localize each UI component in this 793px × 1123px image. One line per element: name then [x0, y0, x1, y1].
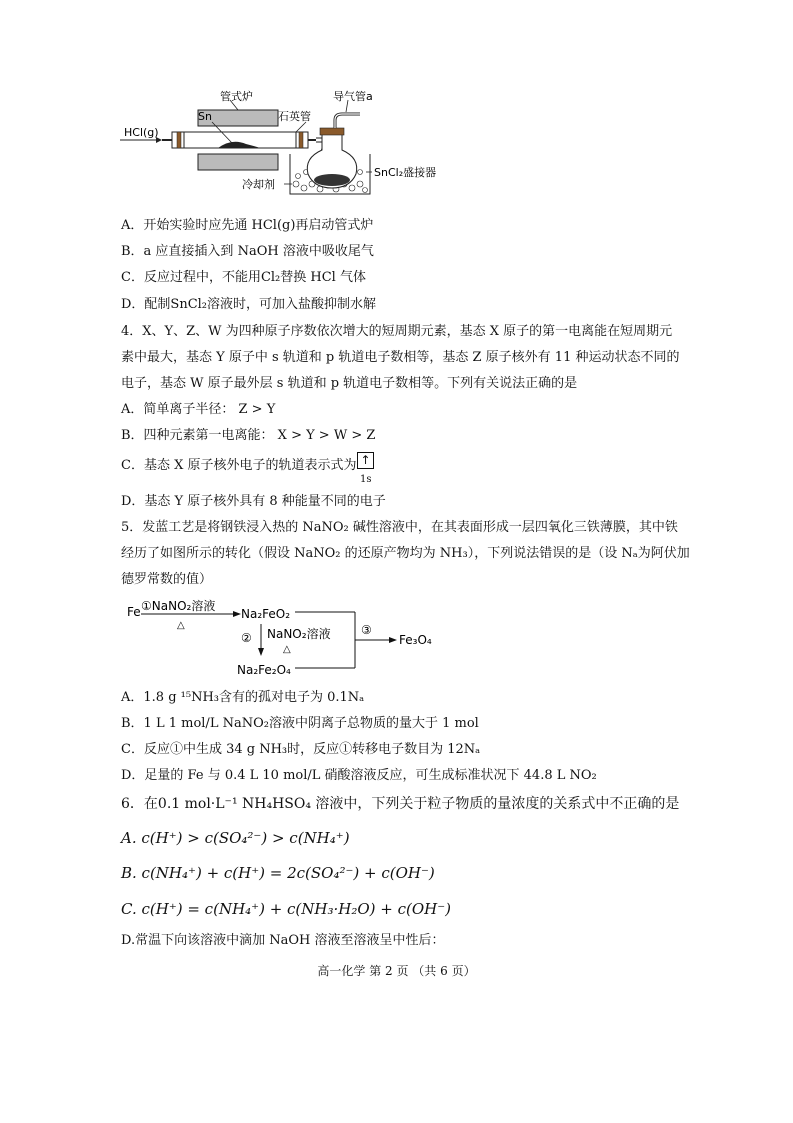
step3-label: ③: [361, 623, 372, 637]
q5-stem-line-1: 5．发蓝工艺是将钢铁浸入热的 NaNO₂ 碱性溶液中，在其表面形成一层四氧化三铁薄膜，其中铁: [121, 520, 678, 535]
step2-label: ②: [241, 631, 252, 645]
step1-delta: △: [177, 620, 185, 631]
furnace-bottom-block: [198, 154, 278, 170]
step1-label: ①NaNO₂溶液: [141, 599, 216, 613]
q4-option-d: D．基态 Y 原子核外具有 8 种能量不同的电子: [121, 494, 386, 509]
step2-delta: △: [283, 644, 291, 655]
na2fe2o4-label: Na₂Fe₂O₄: [237, 663, 291, 677]
q6-option-c: C. c(H⁺) = c(NH₄⁺) + c(NH₃·H₂O) + c(OH⁻): [121, 900, 452, 918]
sn-pile: [218, 142, 260, 148]
label-hcl: HCl(g): [124, 126, 159, 139]
q4-option-b: B．四种元素第一电离能： X > Y > W > Z: [121, 428, 376, 443]
q4-option-c: C．基态 X 原子核外电子的轨道表示式为: [121, 458, 357, 473]
q3-option-b: B．a 应直接插入到 NaOH 溶液中吸收尾气: [121, 244, 374, 259]
q5-reaction-diagram: [125, 596, 445, 680]
q5-option-b: B．1 L 1 mol/L NaNO₂溶液中阴离子总物质的量大于 1 mol: [121, 716, 479, 731]
gas-tube-a: [335, 114, 360, 128]
fe-label: Fe: [127, 605, 141, 619]
page-footer: 高一化学 第 2 页 （共 6 页）: [317, 964, 476, 978]
q6-option-b: B. c(NH₄⁺) + c(H⁺) = 2c(SO₄²⁻) + c(OH⁻): [121, 864, 435, 882]
label-coolant: 冷却剂: [242, 178, 275, 191]
step2-reagent-label: NaNO₂溶液: [267, 627, 331, 641]
q6-option-d: D.常温下向该溶液中滴加 NaOH 溶液至溶液呈中性后：: [121, 933, 445, 948]
q3-option-c: C．反应过程中，不能用Cl₂替换 HCl 气体: [121, 270, 366, 285]
na2feo2-label: Na₂FeO₂: [241, 607, 291, 621]
label-receiver: SnCl₂盛接器: [374, 166, 437, 179]
label-sn: Sn: [198, 110, 212, 123]
q5-option-a: A．1.8 g ¹⁵NH₃含有的孤对电子为 0.1Nₐ: [121, 690, 365, 705]
apparatus-figure: [120, 88, 437, 200]
q3-option-a: A．开始实验时应先通 HCl(g)再启动管式炉: [121, 218, 374, 233]
q4-stem-line-2: 素中最大，基态 Y 原子中 s 轨道和 p 轨道电子数相等，基态 Z 原子核外有 11 种运动状态不同的: [121, 350, 680, 365]
q4-stem-line-1: 4．X、Y、Z、W 为四种原子序数依次增大的短周期元素，基态 X 原子的第一电离能在短周期元: [121, 324, 673, 339]
fe3o4-label: Fe₃O₄: [399, 633, 432, 647]
label-gas-tube: 导气管a: [333, 90, 373, 103]
orbital-box: ↑: [357, 452, 374, 469]
q5-option-d: D．足量的 Fe 与 0.4 L 10 mol/L 硝酸溶液反应，可生成标准状况下 44.8 L NO₂: [121, 768, 597, 783]
label-furnace: 管式炉: [220, 90, 253, 103]
q6-option-a: A. c(H⁺) > c(SO₄²⁻) > c(NH₄⁺): [121, 829, 350, 847]
q3-option-d: D．配制SnCl₂溶液时，可加入盐酸抑制水解: [121, 297, 377, 312]
q5-option-c: C．反应①中生成 34 g NH₃时，反应①转移电子数目为 12Nₐ: [121, 742, 481, 757]
q4-stem-line-3: 电子，基态 W 原子最外层 s 轨道和 p 轨道电子数相等。下列有关说法正确的是: [121, 376, 578, 391]
q4-option-a: A．简单离子半径： Z > Y: [121, 402, 276, 417]
q5-stem-line-3: 德罗常数的值）: [121, 572, 213, 587]
orbital-label: 1s: [360, 474, 372, 485]
q5-stem-line-2: 经历了如图所示的转化（假设 NaNO₂ 的还原产物均为 NH₃），下列说法错误的是（设 Nₐ为阿伏加: [121, 546, 690, 561]
q6-stem: 6．在0.1 mol·L⁻¹ NH₄HSO₄ 溶液中，下列关于粒子物质的量浓度的关系式中不正确的是: [121, 796, 680, 812]
label-quartz: 石英管: [278, 110, 311, 123]
